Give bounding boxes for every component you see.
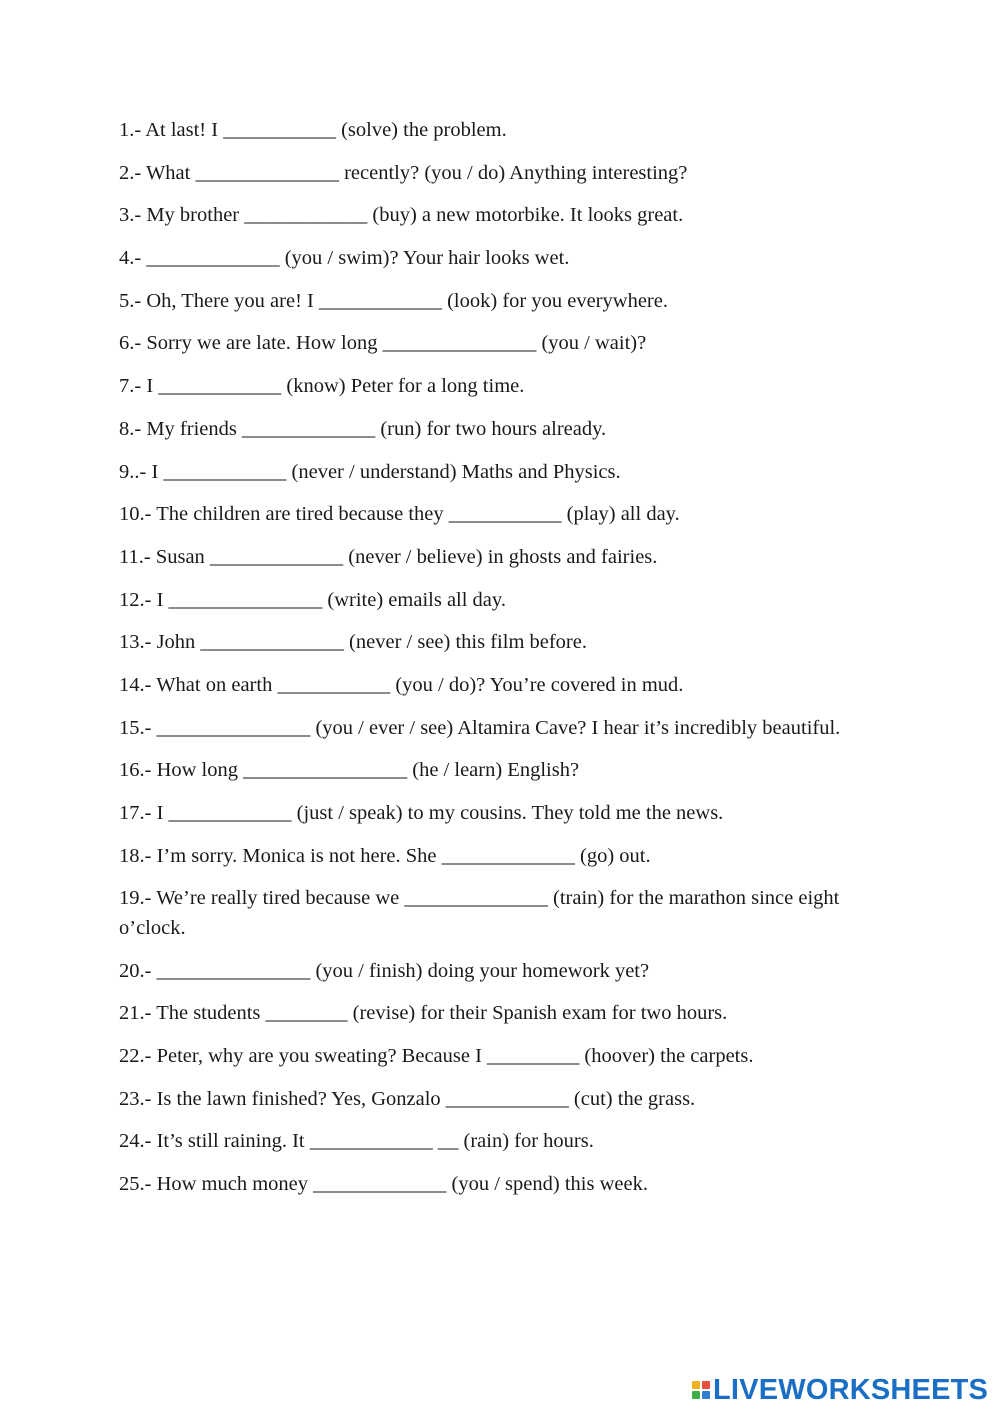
- exercise-item-22: 22.- Peter, why are you sweating? Because I _________ (hoover) the carpets.: [119, 1044, 754, 1067]
- logo-text: LIVEWORKSHEETS: [713, 1374, 989, 1406]
- exercise-item-18: 18.- I’m sorry. Monica is not here. She _____________ (go) out.: [119, 844, 651, 867]
- exercise-item-8: 8.- My friends _____________ (run) for two hours already.: [119, 417, 607, 440]
- exercise-item-12: 12.- I _______________ (write) emails all day.: [119, 588, 506, 611]
- logo-tile-red: [702, 1381, 710, 1389]
- liveworksheets-logo[interactable]: [692, 1373, 988, 1407]
- exercise-item-9: 9..- I ____________ (never / understand) Maths and Physics.: [119, 460, 621, 483]
- logo-tile-green: [692, 1391, 700, 1399]
- exercise-item-21: 21.- The students ________ (revise) for their Spanish exam for two hours.: [119, 1002, 728, 1025]
- exercise-item-2: 2.- What ______________ recently? (you / do) Anything interesting?: [119, 161, 688, 184]
- exercise-list: [119, 116, 864, 1213]
- exercise-item-17: 17.- I ____________ (just / speak) to my cousins. They told me the news.: [119, 802, 724, 824]
- exercise-item-5: 5.- Oh, There you are! I ____________ (look) for you everywhere.: [119, 289, 668, 312]
- logo-tile-blue: [702, 1391, 710, 1399]
- exercise-item-4: 4.- _____________ (you / swim)? Your hair looks wet.: [119, 247, 570, 270]
- exercise-item-15: 15.- _______________ (you / ever / see) Altamira Cave? I hear it’s incredibly beautiful.: [119, 716, 841, 739]
- exercise-item-14: 14.- What on earth ___________ (you / do)? You’re covered in mud.: [119, 673, 684, 696]
- exercise-item-11: 11.- Susan _____________ (never / believe) in ghosts and fairies.: [119, 545, 658, 568]
- exercise-item-24: 24.- It’s still raining. It ____________ __ (rain) for hours.: [119, 1130, 594, 1153]
- logo-tile-yellow: [692, 1381, 700, 1389]
- exercise-item-3: 3.- My brother ____________ (buy) a new motorbike. It looks great.: [119, 204, 684, 227]
- exercise-item-16: 16.- How long ________________ (he / learn) English?: [119, 759, 580, 782]
- exercise-item-7: 7.- I ____________ (know) Peter for a long time.: [119, 375, 525, 398]
- exercise-item-19: 19.- We’re really tired because we ______________ (train) for the marathon since eight o’clock.: [119, 887, 840, 939]
- exercise-item-13: 13.- John ______________ (never / see) this film before.: [119, 631, 587, 654]
- exercise-item-23: 23.- Is the lawn finished? Yes, Gonzalo ____________ (cut) the grass.: [119, 1087, 696, 1110]
- exercise-item-20: 20.- _______________ (you / finish) doing your homework yet?: [119, 959, 650, 982]
- exercise-item-1: 1.- At last! I ___________ (solve) the problem.: [119, 119, 507, 141]
- exercise-item-6: 6.- Sorry we are late. How long _______________ (you / wait)?: [119, 332, 647, 355]
- exercise-item-25: 25.- How much money _____________ (you / spend) this week.: [119, 1173, 648, 1195]
- liveworksheets-logo-icon: [692, 1381, 710, 1399]
- exercise-item-10: 10.- The children are tired because they ___________ (play) all day.: [119, 503, 680, 526]
